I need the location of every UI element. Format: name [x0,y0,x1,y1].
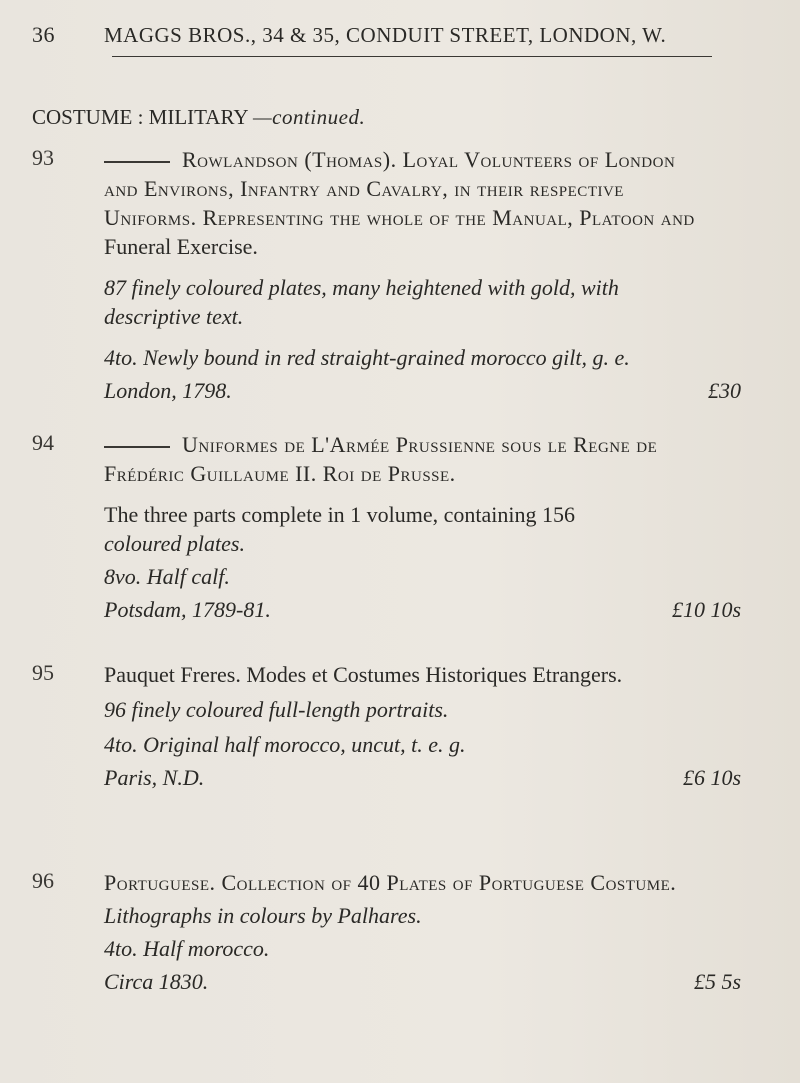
entry-imprint: London, 1798. [104,378,232,403]
entry-title-line: Frédéric Guillaume II. Roi de Prusse. [104,461,456,486]
entry-description: coloured plates. [104,531,245,556]
section-title: COSTUME : MILITARY [32,105,248,129]
entry-binding: 8vo. Half calf. [104,564,230,589]
entry-imprint-row [104,763,749,792]
section-suffix: —continued. [252,105,366,129]
ditto-dash [104,446,170,448]
entry-imprint: Paris, N.D. [104,765,205,790]
entry-title-line: Rowlandson (Thomas). Loyal Volunteers of London [104,145,749,174]
entry-binding: 4to. Newly bound in red straight-grained morocco gilt, g. e. [104,345,630,370]
entry-imprint: Potsdam, 1789-81. [104,597,271,622]
entry-title-line: Pauquet Freres. Modes et Costumes Historiques Etrangers. [104,662,623,687]
entry-imprint-row [104,376,749,405]
entry-number: 93 [32,145,54,170]
publisher-line: MAGGS BROS., 34 & 35, CONDUIT STREET, LONDON, W. [104,23,667,47]
entry-description: 87 finely coloured plates, many heightened with gold, with [104,275,619,300]
entry-description: The three parts complete in 1 volume, containing 156 [104,502,576,527]
entry-number: 94 [32,430,54,455]
page-number: 36 [32,22,55,47]
entry-imprint-row [104,967,749,996]
entry-imprint-row [104,595,749,624]
entry-price: £6 10s [682,765,741,790]
entry-imprint: Circa 1830. [104,969,209,994]
entry-title-line: Uniformes de L'Armée Prussienne sous le Regne de [104,430,749,459]
header-rule [112,56,712,57]
entry-price: £30 [708,378,741,403]
ditto-dash [104,161,170,163]
entry-title-line: Uniforms. Representing the whole of the Manual, Platoon and [104,205,695,230]
entry-binding: 4to. Half morocco. [104,936,270,961]
entry-description: 96 finely coloured full-length portraits. [104,697,449,722]
entry-description: descriptive text. [104,304,244,329]
entry-description: Lithographs in colours by Palhares. [104,903,422,928]
entry-binding: 4to. Original half morocco, uncut, t. e. g. [104,732,466,757]
entry-price: £5 5s [693,969,741,994]
section-heading [32,105,365,130]
entry-number: 95 [32,660,54,685]
entry-title-line: Funeral Exercise. [104,234,258,259]
page-header [32,22,732,48]
entry-price: £10 10s [671,597,741,622]
entry-number: 96 [32,868,54,893]
entry-title-line: Portuguese. Collection of 40 Plates of Portuguese Costume. [104,870,677,895]
entry-title-line: and Environs, Infantry and Cavalry, in their respective [104,176,624,201]
